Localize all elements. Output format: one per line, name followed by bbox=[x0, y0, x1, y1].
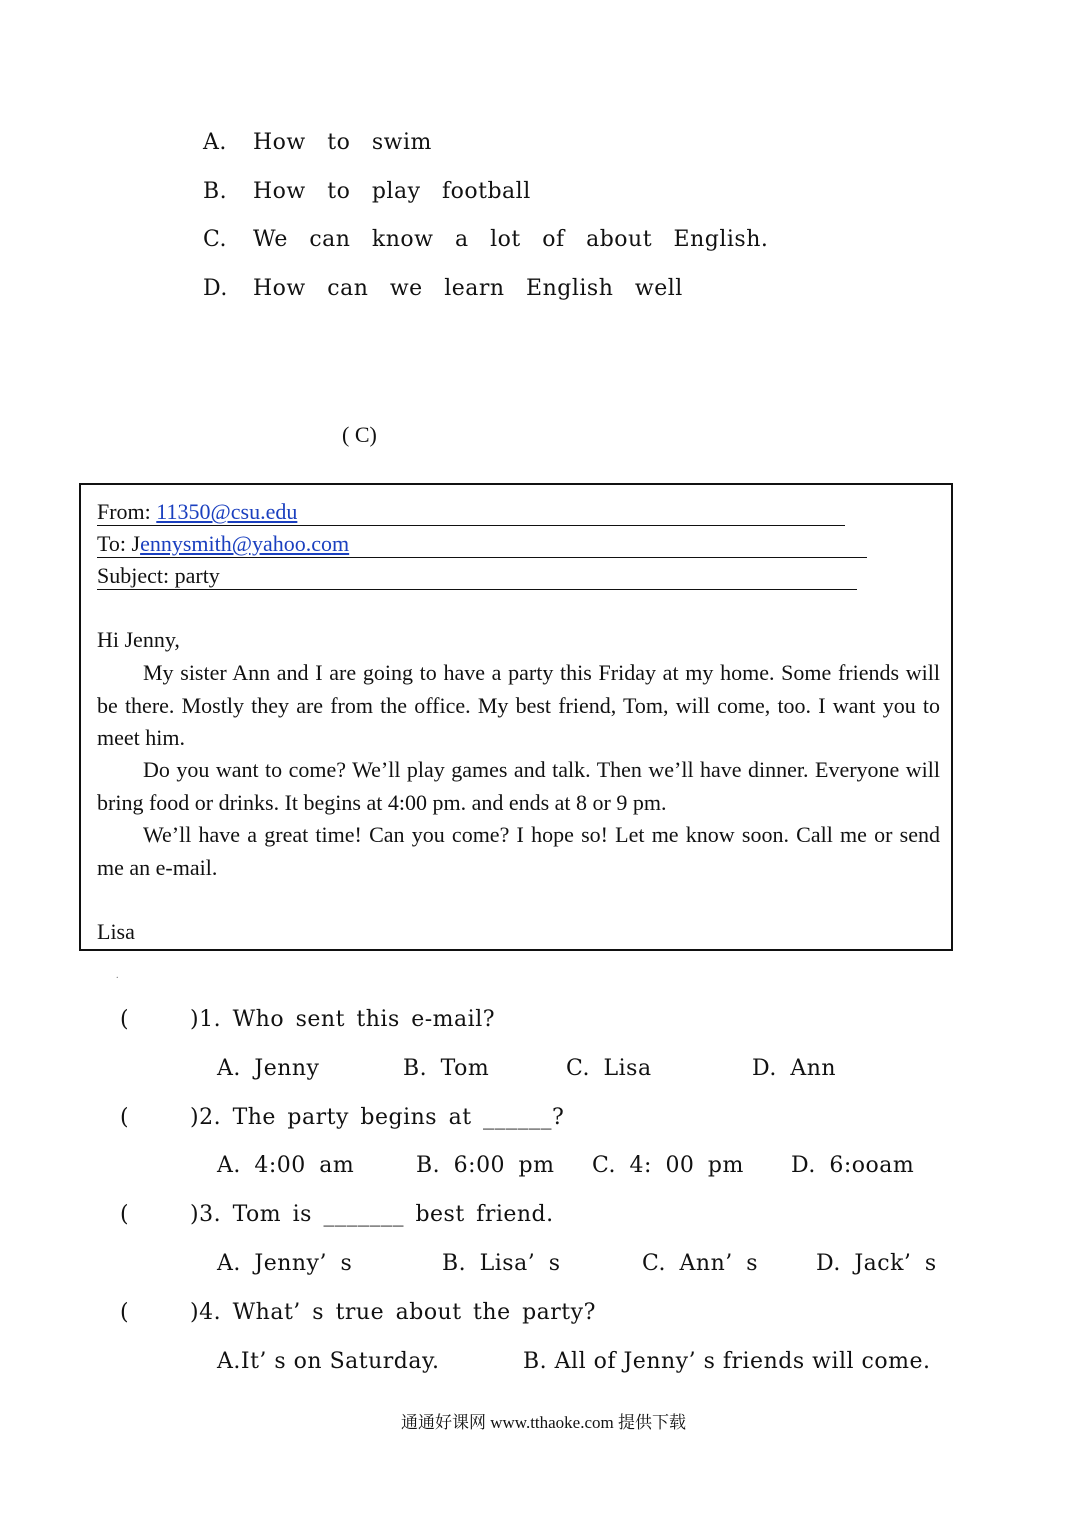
answer-option: C. Ann’ s bbox=[642, 1251, 759, 1276]
from-email-link[interactable]: 11350@csu.edu bbox=[156, 499, 298, 524]
answer-option: D. 6:ooam bbox=[791, 1153, 915, 1178]
question-text: )2. The party begins at ______? bbox=[190, 1105, 565, 1130]
question-2 bbox=[120, 1105, 564, 1130]
email-from-line bbox=[97, 499, 845, 526]
answer-option: B. 6:00 pm bbox=[416, 1153, 555, 1178]
from-label: From: bbox=[97, 499, 157, 524]
stray-dot: . bbox=[116, 970, 119, 981]
answer-option: A. Jenny bbox=[217, 1056, 320, 1081]
answer-option: A.It’ s on Saturday. bbox=[217, 1349, 440, 1374]
email-to-line bbox=[97, 531, 867, 558]
email-greeting: Hi Jenny, bbox=[97, 627, 180, 652]
email-paragraph-2: Do you want to come? We’ll play games and talk. Then we’ll have dinner. Everyone will bring food or drinks. It begins at 4:00 pm. and ends at 8 or 9 pm. bbox=[97, 757, 940, 815]
to-label: To: J bbox=[97, 531, 141, 556]
question-4 bbox=[120, 1300, 596, 1325]
section-label: ( C) bbox=[342, 422, 377, 447]
answer-blank[interactable]: ( bbox=[120, 1300, 130, 1325]
answer-option: D. Ann bbox=[752, 1056, 837, 1081]
question-text: )3. Tom is _______ best friend. bbox=[190, 1202, 554, 1227]
question-text: )4. What’ s true about the party? bbox=[190, 1300, 596, 1325]
answer-blank[interactable]: ( bbox=[120, 1202, 130, 1227]
answer-option: B. Lisa’ s bbox=[442, 1251, 561, 1276]
answer-option: B. Tom bbox=[403, 1056, 490, 1081]
answer-option: C. 4: 00 pm bbox=[592, 1153, 744, 1178]
to-email-link[interactable]: ennysmith@yahoo.com bbox=[140, 531, 350, 556]
question-1 bbox=[120, 1007, 495, 1032]
option-a: A. How to swim bbox=[203, 130, 432, 155]
answer-blank[interactable]: ( bbox=[120, 1105, 130, 1130]
email-box bbox=[79, 483, 953, 951]
answer-blank[interactable]: ( bbox=[120, 1007, 130, 1032]
email-signoff: Lisa bbox=[97, 919, 135, 944]
answer-option: C. Lisa bbox=[566, 1056, 652, 1081]
email-paragraph-1: My sister Ann and I are going to have a party this Friday at my home. Some friends will be there. Mostly they are from the office. My best friend, Tom, will come, too. I want you to meet him. bbox=[97, 660, 940, 750]
answer-option: A. 4:00 am bbox=[217, 1153, 355, 1178]
option-b: B. How to play football bbox=[203, 179, 531, 204]
option-c: C. We can know a lot of about English. bbox=[203, 227, 769, 252]
footer-watermark: 通通好课网 www.tthaoke.com 提供下载 bbox=[400, 1413, 687, 1432]
subject-label: Subject: party bbox=[97, 563, 220, 588]
email-paragraph-3: We’ll have a great time! Can you come? I hope so! Let me know soon. Call me or send me an e-mail. bbox=[97, 822, 940, 880]
question-text: )1. Who sent this e-mail? bbox=[190, 1007, 496, 1032]
answer-option: A. Jenny’ s bbox=[217, 1251, 353, 1276]
question-3 bbox=[120, 1202, 554, 1227]
option-d: D. How can we learn English well bbox=[203, 276, 683, 301]
answer-option: B. All of Jenny’ s friends will come. bbox=[523, 1349, 931, 1374]
email-subject-line bbox=[97, 563, 857, 590]
answer-option: D. Jack’ s bbox=[816, 1251, 937, 1276]
